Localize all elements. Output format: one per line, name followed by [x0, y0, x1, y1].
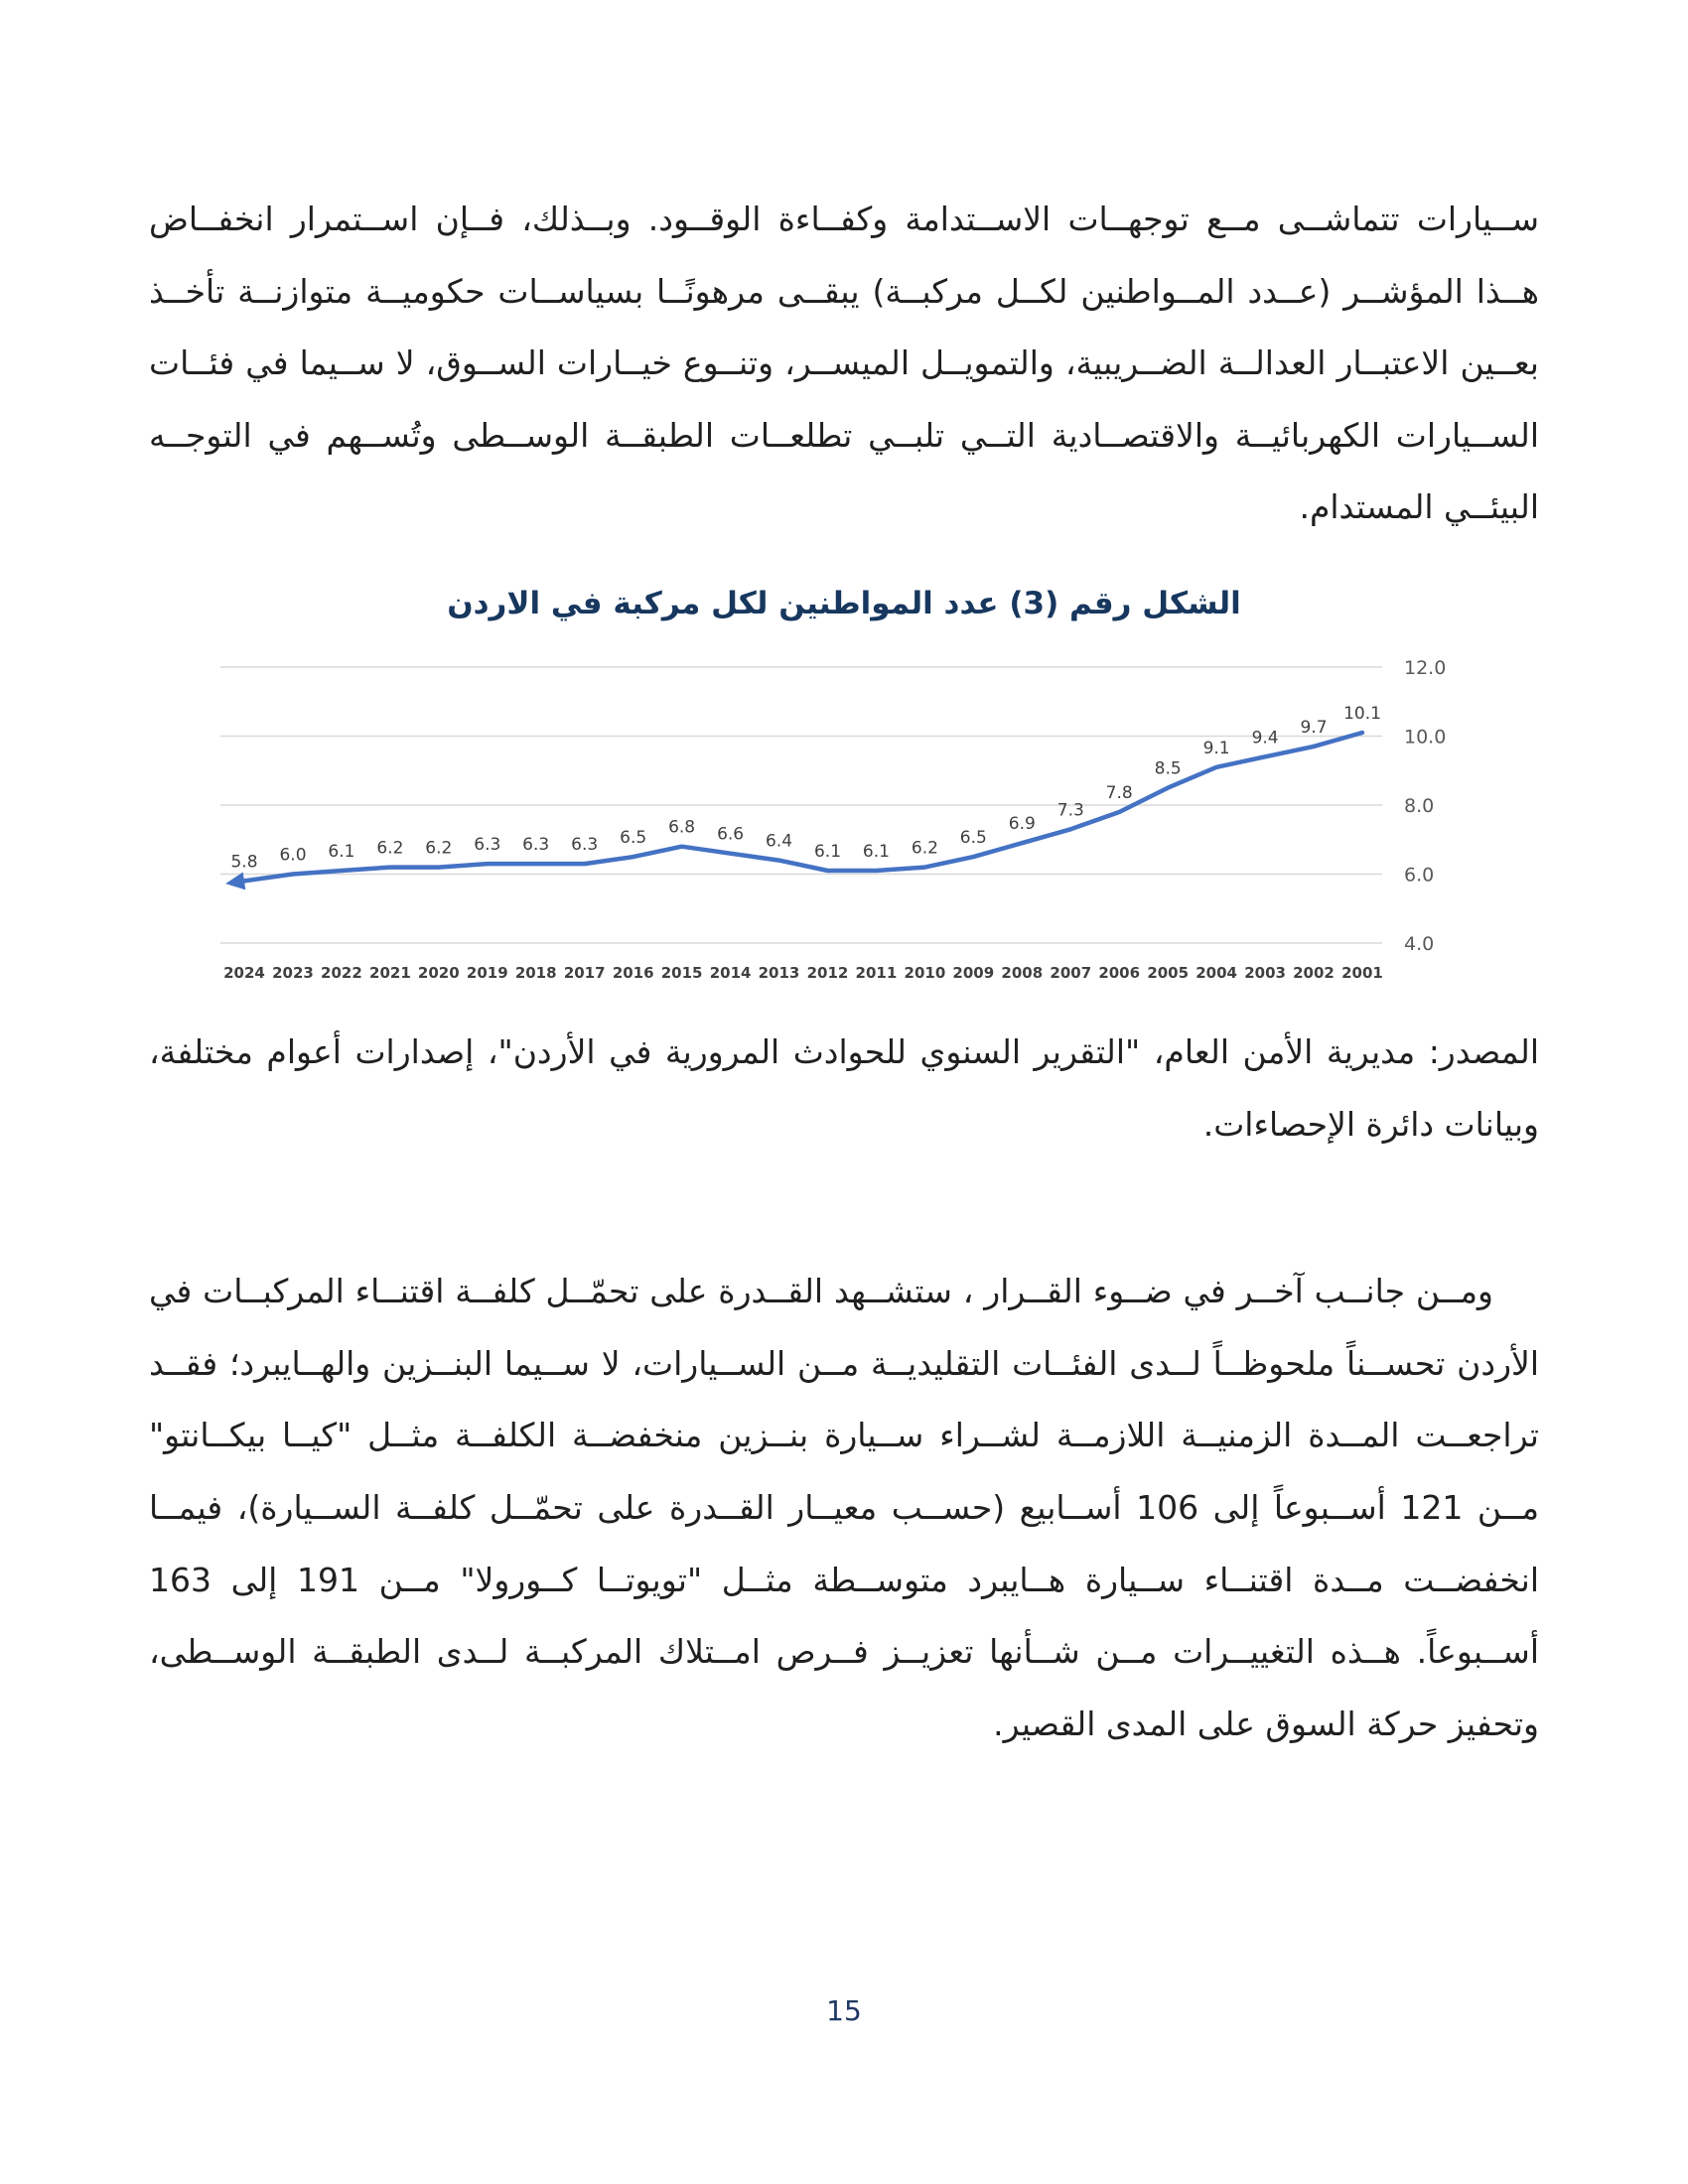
svg-text:2004: 2004 [1196, 963, 1237, 982]
svg-text:2008: 2008 [1001, 963, 1044, 982]
svg-text:10.0: 10.0 [1404, 726, 1447, 749]
svg-text:2016: 2016 [612, 963, 654, 982]
svg-text:2018: 2018 [514, 963, 557, 982]
svg-text:2006: 2006 [1098, 963, 1141, 982]
svg-text:9.1: 9.1 [1202, 738, 1230, 758]
svg-text:7.8: 7.8 [1105, 782, 1133, 803]
svg-text:9.4: 9.4 [1251, 728, 1279, 749]
svg-text:2019: 2019 [466, 963, 508, 982]
svg-text:6.0: 6.0 [1404, 864, 1435, 887]
svg-text:2024: 2024 [223, 963, 265, 982]
svg-text:2020: 2020 [417, 963, 460, 982]
svg-text:6.2: 6.2 [911, 838, 938, 859]
figure-3 [149, 586, 1539, 991]
paragraph-sustainability: ســيارات تتماشــى مــع توجهــات الاســتدامة وكفــاءة الوقــود. وبــذلك، فــإن اســتمرار انخفــاض هــذا المؤشــر (عــدد المــواطنين لكــل مركبــة) يبقــى مرهونًــا بسياســات حكوميــة متوازنــة تأخــذ بعــين الاعتبــار العدالــة الضــريبية، والتمويــل الميســر، وتنــوع خيــارات الســوق، لا ســيما في فئــات الســيارات الكهربائيــة والاقتصــادية التــي تلبــي تطلعــات الطبقــة الوســطى وتُســهم في التوجــه البيئــي المستدام. [149, 200, 1539, 527]
page-number: 15 [826, 1994, 862, 2027]
figure-3-line-svg [220, 637, 1452, 987]
svg-text:6.2: 6.2 [376, 838, 404, 859]
svg-text:6.5: 6.5 [620, 828, 647, 849]
svg-text:6.4: 6.4 [765, 831, 793, 852]
svg-text:2023: 2023 [272, 963, 314, 982]
svg-text:5.8: 5.8 [230, 852, 258, 873]
svg-text:6.5: 6.5 [959, 828, 987, 849]
svg-text:2014: 2014 [709, 963, 752, 982]
svg-text:2021: 2021 [369, 963, 411, 982]
svg-text:6.3: 6.3 [474, 835, 501, 856]
svg-text:6.2: 6.2 [425, 838, 453, 859]
svg-text:2015: 2015 [660, 963, 703, 982]
figure-3-source: المصدر: مديرية الأمن العام، "التقرير السنوي للحوادث المرورية في الأردن"، إصدارات أعوام مختلفة، وبيانات دائرة الإحصاءات. [149, 1031, 1539, 1144]
svg-text:6.3: 6.3 [571, 835, 599, 856]
figure-3-title: الشكل رقم (3) عدد المواطنين لكل مركبة في الاردن [447, 585, 1241, 621]
svg-text:2002: 2002 [1293, 963, 1335, 982]
svg-text:6.8: 6.8 [668, 817, 696, 838]
svg-text:6.0: 6.0 [279, 845, 307, 866]
svg-text:6.9: 6.9 [1008, 814, 1036, 835]
svg-text:2012: 2012 [806, 963, 849, 982]
svg-text:6.1: 6.1 [813, 841, 842, 862]
svg-text:2013: 2013 [758, 963, 800, 982]
svg-text:6.1: 6.1 [328, 841, 355, 862]
svg-text:2005: 2005 [1147, 963, 1190, 982]
svg-text:2011: 2011 [855, 963, 898, 982]
svg-text:2010: 2010 [904, 963, 946, 982]
svg-text:2017: 2017 [563, 963, 606, 982]
svg-text:2003: 2003 [1244, 963, 1286, 982]
citizens-per-vehicle-line-chart [220, 637, 1452, 991]
svg-text:6.1: 6.1 [862, 841, 890, 862]
svg-text:8.0: 8.0 [1404, 794, 1435, 817]
svg-text:12.0: 12.0 [1404, 656, 1447, 679]
svg-text:8.5: 8.5 [1154, 758, 1182, 779]
svg-text:4.0: 4.0 [1404, 932, 1435, 955]
svg-text:10.1: 10.1 [1343, 703, 1381, 724]
svg-text:7.3: 7.3 [1056, 800, 1084, 821]
svg-text:2001: 2001 [1341, 963, 1383, 982]
svg-text:9.7: 9.7 [1300, 717, 1328, 738]
svg-text:6.3: 6.3 [522, 835, 550, 856]
svg-text:2022: 2022 [321, 963, 362, 982]
svg-text:2009: 2009 [952, 963, 995, 982]
paragraph-affordability: ومــن جانــب آخــر في ضــوء القــرار ، ستشــهد القــدرة على تحمّــل كلفــة اقتنــاء المركبــات في الأردن تحســناً ملحوظــاً لــدى الفئــات التقليديــة مــن الســيارات، لا ســيما البنــزين والهــايبرد؛ فقــد تراجعــت المــدة الزمنيــة اللازمــة لشــراء ســيارة بنــزين منخفضــة الكلفــة مثــل "كيــا بيكــانتو" مــن 121 أســبوعاً إلى 106 أســابيع (حســب معيــار القــدرة على تحمّــل كلفــة الســيارة)، فيمــا انخفضــت مــدة اقتنــاء ســيارة هــايبرد متوســطة مثــل "تويوتــا كــورولا" مــن 191 إلى 163 أســبوعاً. هــذه التغييــرات مــن شــأنها تعزيــز فــرص امــتلاك المركبــة لــدى الطبقــة الوســطى، وتحفيز حركة السوق على المدى القصير. [149, 1272, 1540, 1743]
svg-text:2007: 2007 [1050, 963, 1092, 982]
svg-text:6.6: 6.6 [717, 824, 745, 845]
